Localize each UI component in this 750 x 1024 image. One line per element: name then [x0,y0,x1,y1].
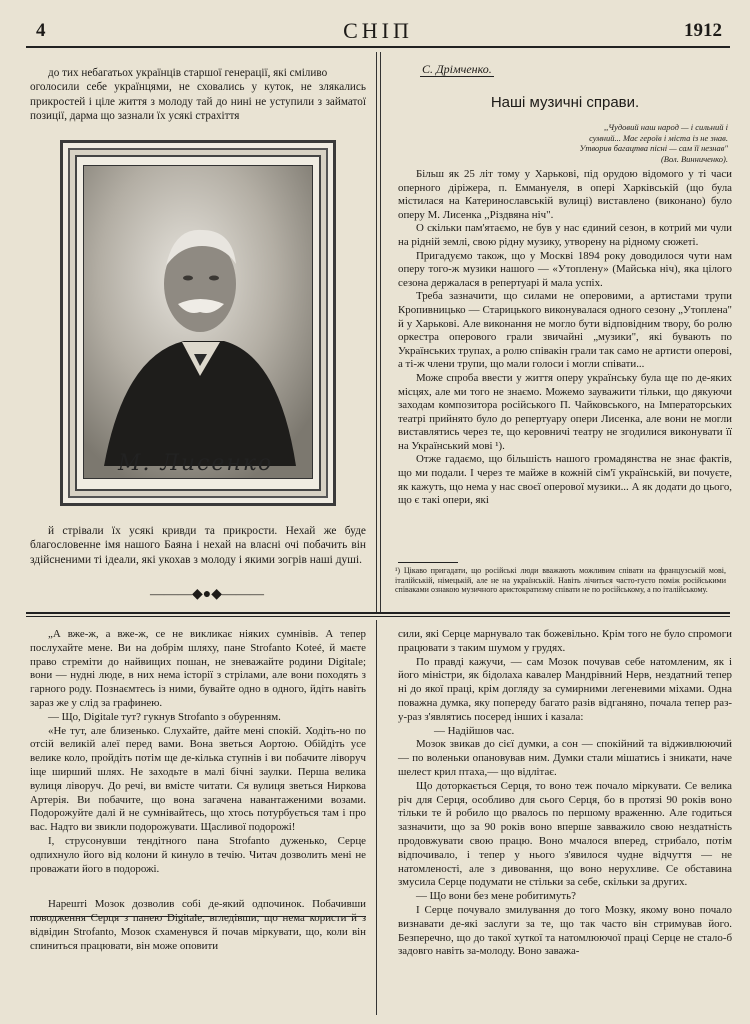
portrait-frame [60,140,336,506]
bottom-left-column [30,628,366,954]
bottom-column-divider [376,620,377,1015]
bottom-right-column [398,628,732,959]
story-paragraph: Що доторкається Серця, то воно теж почало міркувати. Се велика річ для Серця, особливо для сього Серця, бо в протязі 90 років воно тільки те й робило що рвалось по першому враженню. Але годиться зазначити, що за 90 років воно вперше завважило свою нездатність продовжувати свою працю. Воно мчалося вперед, стрибало, потім відпочивало, і тепер у нього з'явилося чудне відчуття — не натомленості, але з дивовання, що воно нерухливе. Се обставина змусила Серце подумати не стільки за себе, скільки за других. [398,779,732,889]
epigraph-line: сумний... Має героїв і міста із не знав. [589,132,728,143]
left-top-line-1: до тих небагатьох українців старшої генерації, які сміливо [48,67,328,79]
story-paragraph: По правді кажучи, — сам Мозок почував себе натомленим, як і його міністри, як бідолаха кавалер Мандрівний Нерв, нездатний тепер ні до якої праці, крім догляду за сумирними легеневими міхами. Одна поважна думка, яку попереду багато разів відганяно, почала тепер раз-у-раз з'являтись посеред інших і казала: [398,655,732,723]
section-rule-thin [26,616,730,617]
story-paragraph: Нарешті Мозок дозволив собі де-який одпочинок. Побачивши поводження Серця з панею Digitale, вгледівши, що нема користи й з відвідин Strofanto, Мозок схаменувся й почав міркувати, що, коли він спиниться працювати, він може оповити [30,898,366,952]
story-paragraph: — Що, Digitale тут? гукнув Strofanto з обуренням. [48,710,281,723]
left-top-line-2: оголосили себе українцями, не сховались у куток, не злякались прикростей і ціле життя з молоду тай до нині не уступили з займатої позиції, дарма що зазнали їх усякі страхіття [30,81,366,122]
article-paragraph: Пригадуємо також, що у Москві 1894 року доводилося чути нам оперу того-ж музики нашого — «Утоплену» (Майська ніч), яка цілого сезона держалася в репертуарі й мала успіх. [398,249,732,289]
article-author [420,62,494,77]
story-paragraph: сили, які Серце марнувало так божевільно. Крім того не було спромоги працювати з таким шумом у грудях. [398,628,732,654]
portrait-figure [84,166,313,479]
column-divider [376,52,377,612]
article-paragraph: Треба зазначити, що силами не оперовими, а артистами трупи Кропивницько — Старицького виконувалася одного сезону „Утоплена" й у Харькові. Але виконання не могло бути відповідним твору, бо ролю оркестра оперового грали звичайні „музики", які бувають по Українських трупах, а ролю співакін грали так само не артисти оперові, а ті-ж члени трупи, що мали голоси і могли співати... [398,290,733,371]
article-paragraph: Може спроба ввести у життя оперу українську була ще по де-яких місцях, але ми того не знаємо. Можемо зауважити тільки, що дякуючи заходам композитора російського П. Чайковського, на Імператорських театрі прийнято було до репертуару опери Лисенка, але вони не могли виставлятись через те, що керовничі театру не згодилися виконувати її на Український мові ¹). [398,371,732,452]
epigraph-line: Утворив багацтва пісні — сам її незнав" [579,143,728,153]
column-divider-2 [380,52,381,612]
story-paragraph: Мозок звикав до сієї думки, а сон — спокійний та відживлюючий — по воленьки опановував ним. Думки стали мішатись і зникати, наче шелест крил птаха,— що відлітає. [398,738,732,778]
section-rule [26,612,730,614]
article-body [398,168,732,508]
story-paragraph: І, струсонувши тендітного пана Strofanto дуженько, Серце одпихнуло його від колони й кинуло в течію. Читач дозволить мені не проважати його в подорожі. [30,834,366,875]
issue-year: 1912 [684,20,722,41]
left-after-portrait [30,524,366,567]
portrait-signature: М. Лисенко [118,451,274,476]
page-number: 4 [36,20,46,41]
story-paragraph: «Не тут, але близенько. Слухайте, дайте мені спокій. Ходіть-но по отсій великій алеї перед вами. Вона зветься Аортою. Обійдіть усе велике коло, пройдіть потім ще де-кілька ступнів і ви побачите лівоpуч іще ширший шлях. Не заходьте в малі бічні заулки. Перша велика вулиця ліворуч. До речі, ви вмісте читати. Ся вулиця зветься Ниркова Артерія. Ви побачите, що вона загачена навантаженими возами. Подорожуйте далі й не сумнівайтесь, що хтось потурбується там і про вас. Надто ви звикли подорожувати. Щасливої подорожі! [30,724,366,834]
article-footnote: ¹) Цікаво пригадати, що російські люди вважають можливим співати на французській мові, італійській, німецькій, але не на українській. Навіть лічиться часто-густо поміж російськими співаками ознакою музичного аристократизму співати не по російському, а по італійському. [395,566,726,594]
article-epigraph [560,122,728,164]
epigraph-attribution: (Вол. Винниченко). [660,153,728,164]
author-name: С. Дрімченко. [422,62,492,76]
section-ornament: ———◆●◆——— [150,587,264,602]
story-paragraph: І Серце почувало змилування до того Мозку, якому воно почало визнавати де-які заслуги за те, що так часто він стримував його. Безперечно, що до такої хуткої та натомлюючої праці Серце не стало-б задовго навіть за-молоду. Воно заважа- [398,903,732,958]
left-top-text [30,66,366,123]
left-after-portrait-text: й стрівали їх усякі кривди та прикрости. Нехай же буде благословенне імя нашого Баяна і нехай на власні очі побачить він здійсненими ті ідеали, які укохав з молоду і якими зогрів наші душі. [30,525,366,566]
article-title: Наші музичні справи. [490,94,640,111]
article-paragraph: Більш як 25 літ тому у Харькові, під орудою відомого у ті часи оперного діріжера, п. Еммануеля, в опері Харківській (що була містилася на Катеринославській вулиці) виставлено (виконано) було оперу М. Лисенка ,,Різдвяна ніч". [398,168,732,221]
story-paragraph: — Надійшов час. [434,724,515,737]
story-paragraph: „А вже-ж, а вже-ж, се не викликає ніяких сумнівів. А тепер послухайте мене. Ви на добрім шляху, пане Strofanto Kotеé, й маєте право стреміти до найвищих пошан, не зневажайте родини Digitale; вони — нудні люде, в них нема історії з стрілами, але вони походять з гарного роду. Познаємтесь із ними, бувайте одно в одного, йдіть навіть зараз же у слід за графинею. [30,628,366,709]
article-paragraph: О скільки пам'ятаємо, не був у нас єдиний сезон, в котрий ми чули на рідній землі, свою рідну музику, утворену на рідному сюжеті. [398,222,732,248]
story-break-rule [30,916,366,917]
story-paragraph: — Що вони без мене робитимуть? [416,890,576,903]
page-header [26,18,730,46]
footnote-rule [398,562,458,563]
epigraph-line: ,,Чудовий наш народ — і сильний і [604,122,728,132]
portrait-photo [83,165,313,479]
newspaper-title: СНІП [343,18,413,43]
header-rule [26,46,730,48]
article-paragraph: Отже гадаємо, що більшість нашого громадянства не знає фактів, що ми подали. І через те майже в кожній сім'ї українській, ви почуєте, як кажуть, що нема у нас своєї оперової музики... А як додати до цього, що є такі опери, які [398,453,732,507]
